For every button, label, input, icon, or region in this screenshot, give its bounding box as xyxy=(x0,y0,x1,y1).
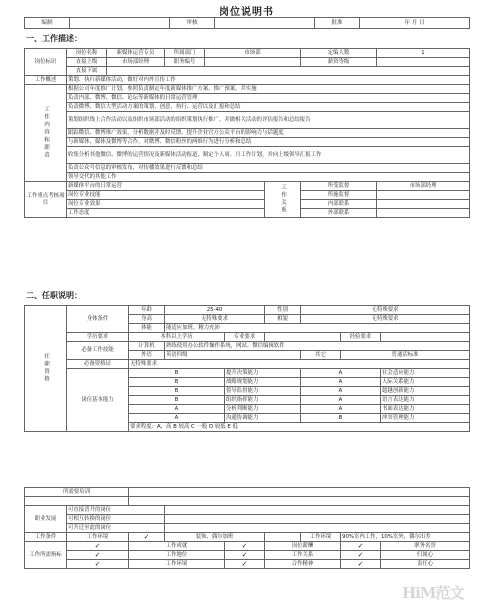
kpi-item: 工作态度 xyxy=(67,209,265,218)
conditions-env-label: 工作环境 xyxy=(67,533,129,542)
conditions-env-value: 装饰、偶尔加班 xyxy=(165,533,265,542)
ability-grade: B xyxy=(129,378,225,387)
subordinate-label: 直接下属 xyxy=(67,67,107,76)
section-work-description: 一、工作描述： xyxy=(26,34,82,43)
ability-name: 提升决策能力 xyxy=(225,369,301,378)
check-mark: ✓ xyxy=(67,551,129,560)
duty-item: 领导交代的其他工作 xyxy=(67,173,470,182)
relations-label: 工作关系 xyxy=(265,182,301,218)
dept-label: 所属部门 xyxy=(165,49,205,58)
check-mark: ✓ xyxy=(129,533,165,542)
major-label: 专业要求 xyxy=(225,333,265,342)
sign-table xyxy=(24,17,470,29)
section-qualifications: 二、任职说明： xyxy=(26,291,82,300)
check-mark: ✓ xyxy=(225,551,265,560)
supervisor-value: 市场部经理 xyxy=(107,58,165,67)
body-label: 身体条件 xyxy=(67,306,129,333)
header-review-value[interactable] xyxy=(215,18,315,29)
cert-value: 无特殊要求 xyxy=(129,360,470,369)
language-value: 英语四级 xyxy=(165,351,301,360)
header-review: 审核 xyxy=(170,18,215,29)
check-mark: ✓ xyxy=(225,542,265,551)
subordinate-value xyxy=(107,67,470,76)
qualifications-table xyxy=(24,305,470,432)
career-item: 可相互转换的岗位 xyxy=(67,515,165,524)
ability-name: 冲突管理能力 xyxy=(381,414,470,423)
header-compile: 编制 xyxy=(25,18,70,29)
job-name-label: 岗位名称 xyxy=(67,49,107,58)
career-value xyxy=(165,524,470,533)
salary-grade-value xyxy=(377,58,470,67)
relation-value xyxy=(377,191,470,200)
headcount-value: 1 xyxy=(377,49,470,58)
header-approve: 批准 xyxy=(315,18,360,29)
ability-grade: A xyxy=(129,414,225,423)
tool-item: 归属心 xyxy=(381,551,470,560)
cert-label: 必备资格证 xyxy=(67,360,129,369)
ability-name: 战略规划能力 xyxy=(225,378,301,387)
check-mark: ✓ xyxy=(341,551,381,560)
watermark-logo: HiM范文 xyxy=(402,584,464,602)
training-label: 所需要培训 xyxy=(25,488,129,497)
tool-item: 工作成就 xyxy=(129,542,225,551)
gender-value: 无特殊要求 xyxy=(301,306,470,315)
job-description-page xyxy=(24,0,469,607)
ability-name: 超越创新能力 xyxy=(381,387,470,396)
job-code-value xyxy=(205,58,301,67)
kpi-item: 岗位专业技能 xyxy=(67,191,265,200)
duty-item: 策划组织线上合作活动以及组织市场部活动的组织策划执行推广，并做相关活动的评估报告和总结报告 xyxy=(67,112,470,129)
relation-name: 所施监督 xyxy=(301,191,377,200)
relation-value: 市场部经理 xyxy=(377,182,470,191)
tool-item: 职务名誉 xyxy=(381,542,470,551)
ability-name: 组织指挥能力 xyxy=(225,396,301,405)
supervisor-label: 直接上级 xyxy=(67,58,107,67)
experience-value xyxy=(381,333,470,342)
ability-name: 书面表达能力 xyxy=(381,405,470,414)
qualifications-label: 任职资格 xyxy=(25,306,67,432)
duty-item: 负责微博、微信大型活动方案的策划、创意、执行、运营以及汇报和总结 xyxy=(67,103,470,112)
height-value: 无特殊要求 xyxy=(165,315,265,324)
gender-label: 性别 xyxy=(265,306,301,315)
summary-label: 工作概述 xyxy=(25,76,67,85)
duty-item: 跟踪微信、微博推广效果，分析数据并及时反馈，提升企业官方公众平台的影响力与话题度 xyxy=(67,129,470,138)
relation-name: 外部联系 xyxy=(301,209,377,218)
age-label: 年龄 xyxy=(129,306,165,315)
major-value xyxy=(265,333,341,342)
conditions-env2-value: 90%室内工作，10%室外，偶尔出差 xyxy=(341,533,470,542)
ability-name: 社会适应能力 xyxy=(381,369,470,378)
dept-value: 市场部 xyxy=(205,49,301,58)
career-item: 可升迁至此的岗位 xyxy=(67,524,165,533)
level-note: 要求程度：A、高 B 较高 C 一般 D 较低 E 低 xyxy=(129,423,470,432)
check-mark: ✓ xyxy=(341,560,381,569)
age-value: 25-40 xyxy=(165,306,265,315)
tool-item: 责任心 xyxy=(381,560,470,569)
salary-grade-label: 薪资等级 xyxy=(301,58,377,67)
stamina-label: 体能 xyxy=(129,324,165,333)
ability-name: 分析判断能力 xyxy=(225,405,301,414)
skills-label: 必备工作技能 xyxy=(67,342,129,360)
kpi-label: 工作重点考核项目 xyxy=(25,182,67,218)
career-item: 可直接晋升的岗位 xyxy=(67,506,165,515)
header-compile-value[interactable] xyxy=(70,18,170,29)
job-name-value: 新媒体运营专员 xyxy=(107,49,165,58)
summary-text: 策划、执行新媒体活动，做好对内外宣传工作 xyxy=(67,76,470,85)
career-table xyxy=(24,487,470,569)
training-value xyxy=(129,488,470,497)
duty-item: 根据公司年度推广计划，参照负责制定年度新媒体推广方案、推广预案，并实施 xyxy=(67,85,470,94)
tool-item: 工作环境 xyxy=(129,560,225,569)
ability-name: 沟通协调能力 xyxy=(225,414,301,423)
tools-label: 工作所需指标 xyxy=(25,542,67,569)
ability-grade: A xyxy=(301,378,381,387)
ability-grade: A xyxy=(301,405,381,414)
tool-item: 工作地位 xyxy=(129,551,225,560)
height-label: 身高 xyxy=(129,315,165,324)
ability-grade: A xyxy=(129,405,225,414)
training-value xyxy=(129,497,470,506)
ability-name: 语言表达能力 xyxy=(381,396,470,405)
duty-item: 收集分析其他微信、微博的运营情况及新媒体活动报道，制定个人周、月工作计划，并向上级领导汇报工作 xyxy=(67,147,470,164)
ability-grade: B xyxy=(129,396,225,405)
work-description-table xyxy=(24,48,470,218)
ability-grade: A xyxy=(301,396,381,405)
relation-name: 所受监督 xyxy=(301,182,377,191)
kpi-item: 新媒体平台的日常运营 xyxy=(67,182,265,191)
relation-name: 内部联系 xyxy=(301,200,377,209)
ability-name: 督导监督能力 xyxy=(225,387,301,396)
career-value xyxy=(165,506,470,515)
header-date: 年 月 日 xyxy=(360,18,470,29)
ability-grade: B xyxy=(129,387,225,396)
duty-item: 负责内部、微博、微信、论坛等新媒体的日常运营管理 xyxy=(67,94,470,103)
relation-value xyxy=(377,209,470,218)
ability-grade: A xyxy=(301,387,381,396)
check-mark: ✓ xyxy=(225,560,265,569)
relation-value xyxy=(377,200,470,209)
stamina-value: 能适应加班，精力充沛 xyxy=(165,324,470,333)
duty-item: 与新媒体、媒体及微博等合作，对微博、微信粉丝的两维行为进行分析和总结 xyxy=(67,138,470,147)
tool-item: 工作关系 xyxy=(265,551,341,560)
ability-grade: B xyxy=(129,369,225,378)
headcount-label: 定编人数 xyxy=(301,49,377,58)
job-code-label: 职务编号 xyxy=(165,58,205,67)
edu-value: 本科以上学历 xyxy=(129,333,225,342)
looks-value: 无特殊要求 xyxy=(301,315,470,324)
tool-item: 合作精神 xyxy=(265,560,341,569)
check-mark: ✓ xyxy=(67,560,129,569)
conditions-label: 工作条件 xyxy=(25,533,67,542)
duties-label: 工作内容和职责 xyxy=(25,85,67,182)
edu-label: 学历要求 xyxy=(67,333,129,342)
kpi-item: 岗位专业效果 xyxy=(67,200,265,209)
career-label: 职业发展 xyxy=(25,506,67,533)
check-mark: ✓ xyxy=(341,542,381,551)
training-blank xyxy=(25,497,129,506)
duty-item: 负责公众号信息的审核发布，对传播效果进行反馈和总结 xyxy=(67,164,470,173)
language-label: 外语 xyxy=(129,351,165,360)
looks-label: 相貌 xyxy=(265,315,301,324)
ability-grade: B xyxy=(301,414,381,423)
job-id-label: 岗位标识 xyxy=(25,49,67,76)
ability-grade: A xyxy=(301,369,381,378)
page-title: 岗位说明书 xyxy=(219,7,274,18)
check-mark: ✓ xyxy=(67,542,129,551)
computer-label: 计算机 xyxy=(129,342,165,351)
career-value xyxy=(165,515,470,524)
tool-item: 岗位薪酬 xyxy=(265,542,341,551)
abilities-label: 岗位基本能力 xyxy=(67,369,129,432)
experience-label: 经验要求 xyxy=(341,333,381,342)
computer-value: 熟练使用办公软件操作系统，网站、微信编辑软件 xyxy=(165,342,470,351)
other-value: 普通话标准 xyxy=(341,351,470,360)
conditions-env2-label: 工作环境 xyxy=(301,533,341,542)
other-label: 其它 xyxy=(301,351,341,360)
ability-name: 人际关系能力 xyxy=(381,378,470,387)
conditions-blank xyxy=(265,533,301,542)
